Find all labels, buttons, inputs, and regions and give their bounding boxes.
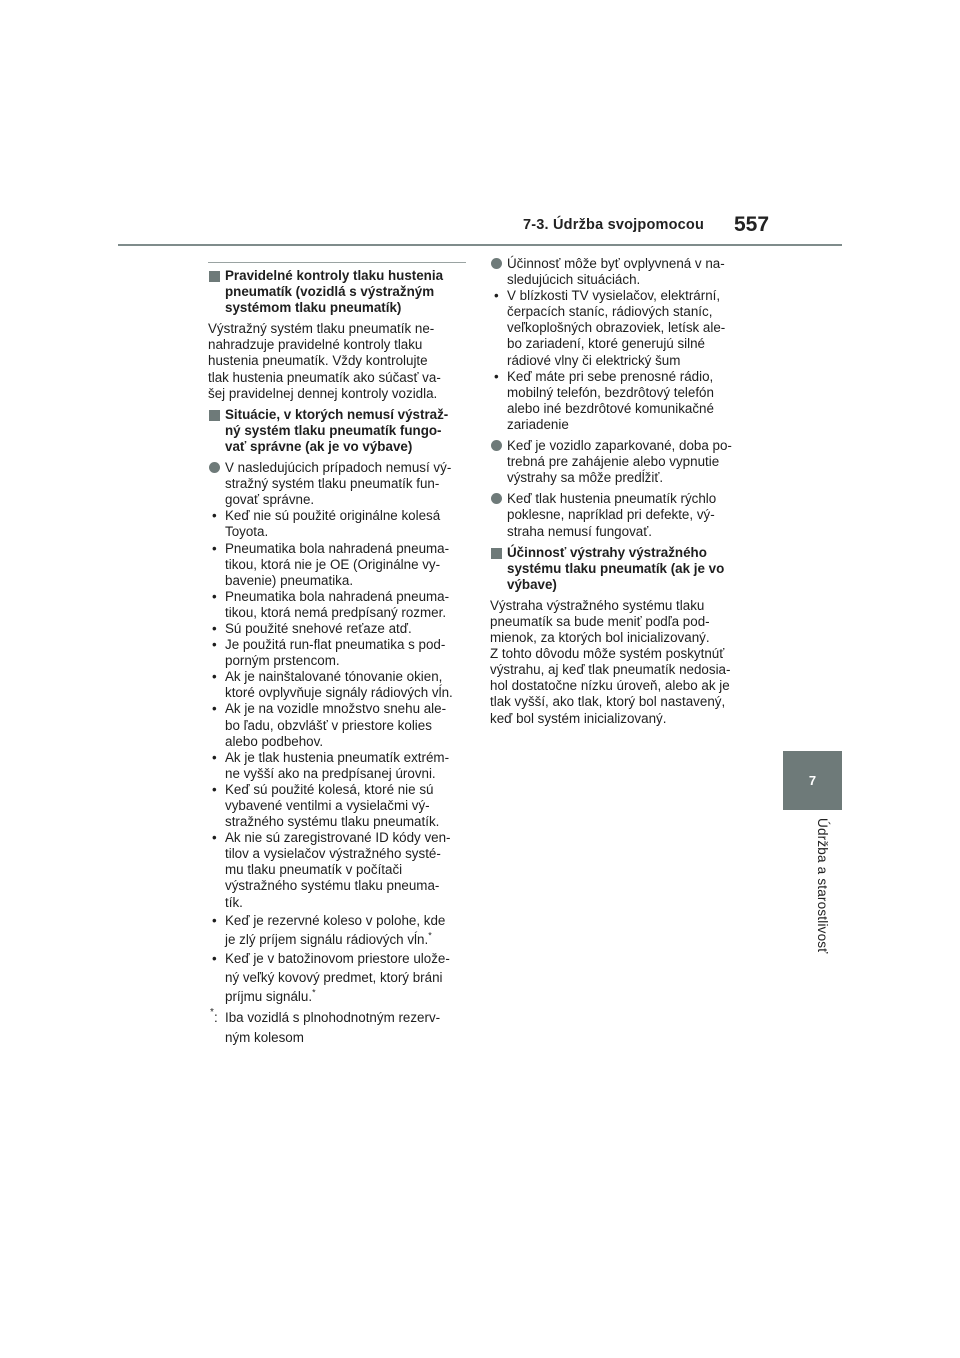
list-item — [490, 369, 752, 433]
text-line — [225, 930, 470, 949]
list-item — [208, 782, 470, 830]
text-line: • Pneumatika bola nahradená pneuma- — [225, 588, 450, 604]
list-item — [208, 637, 470, 669]
heading-line: výbave) — [507, 576, 557, 592]
text-line: poklesne, napríklad pri defekte, vý- — [507, 507, 715, 523]
paragraph-warning-effectiveness — [490, 598, 752, 727]
heading-situations — [208, 407, 470, 455]
text-line: Účinnosť môže byť ovplyvnená v na- — [507, 256, 725, 271]
list-item — [208, 911, 470, 949]
text-line: • Ak je tlak hustenia pneumatík extrém- — [225, 749, 450, 765]
heading-line: ný systém tlaku pneumatík fungo- — [225, 422, 442, 438]
text-line: porným prstencom. — [225, 653, 340, 669]
text-line: tilov a vysielačov výstražného systé- — [225, 846, 441, 862]
chapter-title: Údržba a starostlivosť — [815, 818, 830, 954]
footnote-marker: * — [312, 987, 316, 998]
text-line: výstrahy sa môže predĺžiť. — [507, 470, 664, 486]
text-line: Výstražný systém tlaku pneumatík ne- — [208, 321, 435, 337]
text-line: Z tohto dôvodu môže systém poskytnúť — [490, 646, 725, 662]
column-top-rule — [208, 262, 466, 263]
page-number: 557 — [734, 213, 770, 236]
effectiveness-list — [490, 288, 752, 433]
rapid-loss-note — [490, 491, 752, 539]
text-line: alebo iné bezdrôtové komunikačné — [507, 400, 714, 416]
text-line: trebná pre zahájenie alebo vypnutie — [507, 454, 720, 470]
text-line: keď bol systém inicializovaný. — [490, 710, 667, 726]
list-item — [208, 669, 470, 701]
right-column — [490, 256, 752, 732]
text-line: Iba vozidlá s plnohodnotným rezerv- — [225, 1009, 441, 1025]
text-line: stražný systém tlaku pneumatík fun- — [225, 476, 440, 492]
text-line: • Keď sú použité kolesá, ktoré nie sú — [225, 781, 434, 797]
heading-line: Pravidelné kontroly tlaku hustenia — [225, 268, 444, 283]
heading-line: vať správne (ak je vo výbave) — [225, 438, 413, 454]
chapter-tab[interactable] — [783, 751, 842, 810]
text-line: výstrahu, aj keď tlak pneumatík nedosia- — [490, 662, 731, 678]
text-line: Toyota. — [225, 524, 269, 540]
text-line: hol dostatočne nízku úroveň, alebo ak je — [490, 678, 730, 694]
text-line: Keď tlak hustenia pneumatík rýchlo — [507, 491, 717, 507]
text-line: bavenie) pneumatika. — [225, 572, 354, 588]
heading-line: Účinnosť výstrahy výstražného — [507, 544, 707, 560]
text-line: čerpacích staníc, rádiových staníc, — [507, 304, 713, 320]
list-item — [208, 589, 470, 621]
list-item — [208, 750, 470, 782]
effectiveness-note — [490, 256, 752, 433]
text-line: • V blízkosti TV vysielačov, elektrární, — [507, 288, 721, 304]
list-item — [490, 288, 752, 368]
text-line: veľkoplošných obrazoviek, letísk ale- — [507, 320, 726, 336]
text-line: tík. — [225, 894, 243, 910]
text-line: alebo podbehov. — [225, 733, 324, 749]
text-line: tlak hustenia pneumatík ako súčasť va- — [208, 369, 441, 385]
heading-line: pneumatík (vozidlá s výstražným — [225, 284, 435, 300]
list-item — [208, 621, 470, 637]
header-rule — [118, 244, 842, 246]
situations-intro — [208, 460, 470, 1048]
text-line: bo ľadu, obzvlášť v priestore kolies — [225, 717, 432, 733]
text-line: ne vyšší ako na predpísanej úrovni. — [225, 765, 436, 781]
list-item — [208, 508, 470, 540]
text-line: mienok, za ktorých bol inicializovaný. — [490, 630, 710, 646]
text-line: tikou, ktorá nemá predpísaný rozmer. — [225, 604, 447, 620]
text-line: tlak vyšší, ako tlak, ktorý bol nastavený, — [490, 694, 726, 710]
list-item — [208, 830, 470, 910]
text-line: • Ak nie sú zaregistrované ID kódy ven- — [225, 830, 451, 846]
footnote-marker: * — [210, 1006, 214, 1018]
heading-regular-checks — [208, 268, 470, 316]
text-line: bo zariadení, ktoré generujú silné — [507, 336, 706, 352]
text-line: sledujúcich situáciách. — [507, 272, 641, 288]
text-line: • Keď nie sú použité originálne kolesá — [225, 508, 441, 524]
list-item — [208, 701, 470, 749]
text-line: šej pravidelnej dennej kontroly vozidla. — [208, 385, 438, 401]
text-line: ným kolesom — [225, 1029, 304, 1045]
section-title: 7-3. Údržba svojpomocou — [523, 217, 705, 233]
text-line: hustenia pneumatík. Vždy kontrolujte — [208, 353, 428, 369]
heading-warning-effectiveness — [490, 545, 752, 593]
footnote — [208, 1008, 470, 1048]
text-line: • Keď je v batožinovom priestore ulože- — [225, 950, 450, 966]
text-line: • Ak je nainštalované tónovanie okien, — [225, 669, 443, 685]
text-line: zariadenie — [507, 416, 569, 432]
text-line: mu tlaku pneumatík v počítači — [225, 862, 403, 878]
text-line: • Keď máte pri sebe prenosné rádio, — [507, 368, 714, 384]
text-line: rádiové vlny či elektrický šum — [507, 352, 681, 368]
text-fragment: príjmu signálu. — [225, 988, 313, 1004]
text-line: Keď je vozidlo zaparkované, doba po- — [507, 438, 732, 454]
heading-line: Situácie, v ktorých nemusí výstraž- — [225, 406, 449, 422]
heading-line: systémom tlaku pneumatík) — [225, 300, 402, 316]
text-fragment: je zlý príjem signálu rádiových vĺn. — [225, 931, 429, 947]
text-line: vybavené ventilmi a vysielačmi vý- — [225, 798, 430, 813]
heading-line: systému tlaku pneumatík (ak je vo — [507, 560, 725, 576]
text-line: ný veľký kovový predmet, ktorý bráni — [225, 969, 443, 985]
text-line: govať správne. — [225, 492, 315, 508]
text-line: ktoré ovplyvňuje signály rádiových vĺn. — [225, 685, 453, 701]
text-line: mobilný telefón, bezdrôtový telefón — [507, 384, 714, 400]
list-item — [208, 949, 470, 1006]
text-line: tikou, ktorá nie je OE (Originálne vy- — [225, 556, 441, 572]
text-line: • Je použitá run-flat pneumatika s pod- — [225, 637, 446, 653]
text-line: stražného systému tlaku pneumatík. — [225, 814, 440, 830]
chapter-number: 7 — [808, 773, 817, 788]
situations-list — [208, 508, 470, 1005]
text-line: • Keď je rezervné koleso v polohe, kde — [225, 912, 446, 928]
paragraph-regular-checks — [208, 321, 470, 401]
left-column — [208, 268, 470, 1053]
list-item — [208, 541, 470, 589]
text-line: pneumatík sa bude meniť podľa pod- — [490, 613, 710, 629]
footnote-colon: : — [214, 1009, 218, 1025]
text-line: V nasledujúcich prípadoch nemusí vý- — [225, 460, 452, 476]
text-line: výstražného systému tlaku pneuma- — [225, 878, 440, 894]
text-line: Výstraha výstražného systému tlaku — [490, 597, 705, 613]
text-line — [225, 987, 470, 1006]
text-line: • Pneumatika bola nahradená pneuma- — [225, 540, 450, 556]
text-line: nahradzuje pravidelné kontroly tlaku — [208, 337, 423, 353]
text-line: • Ak je na vozidle množstvo snehu ale- — [225, 701, 447, 717]
parked-note — [490, 438, 752, 486]
text-line: straha nemusí fungovať. — [507, 523, 652, 539]
text-line: • Sú použité snehové reťaze atď. — [225, 620, 412, 636]
footnote-marker: * — [428, 930, 432, 941]
